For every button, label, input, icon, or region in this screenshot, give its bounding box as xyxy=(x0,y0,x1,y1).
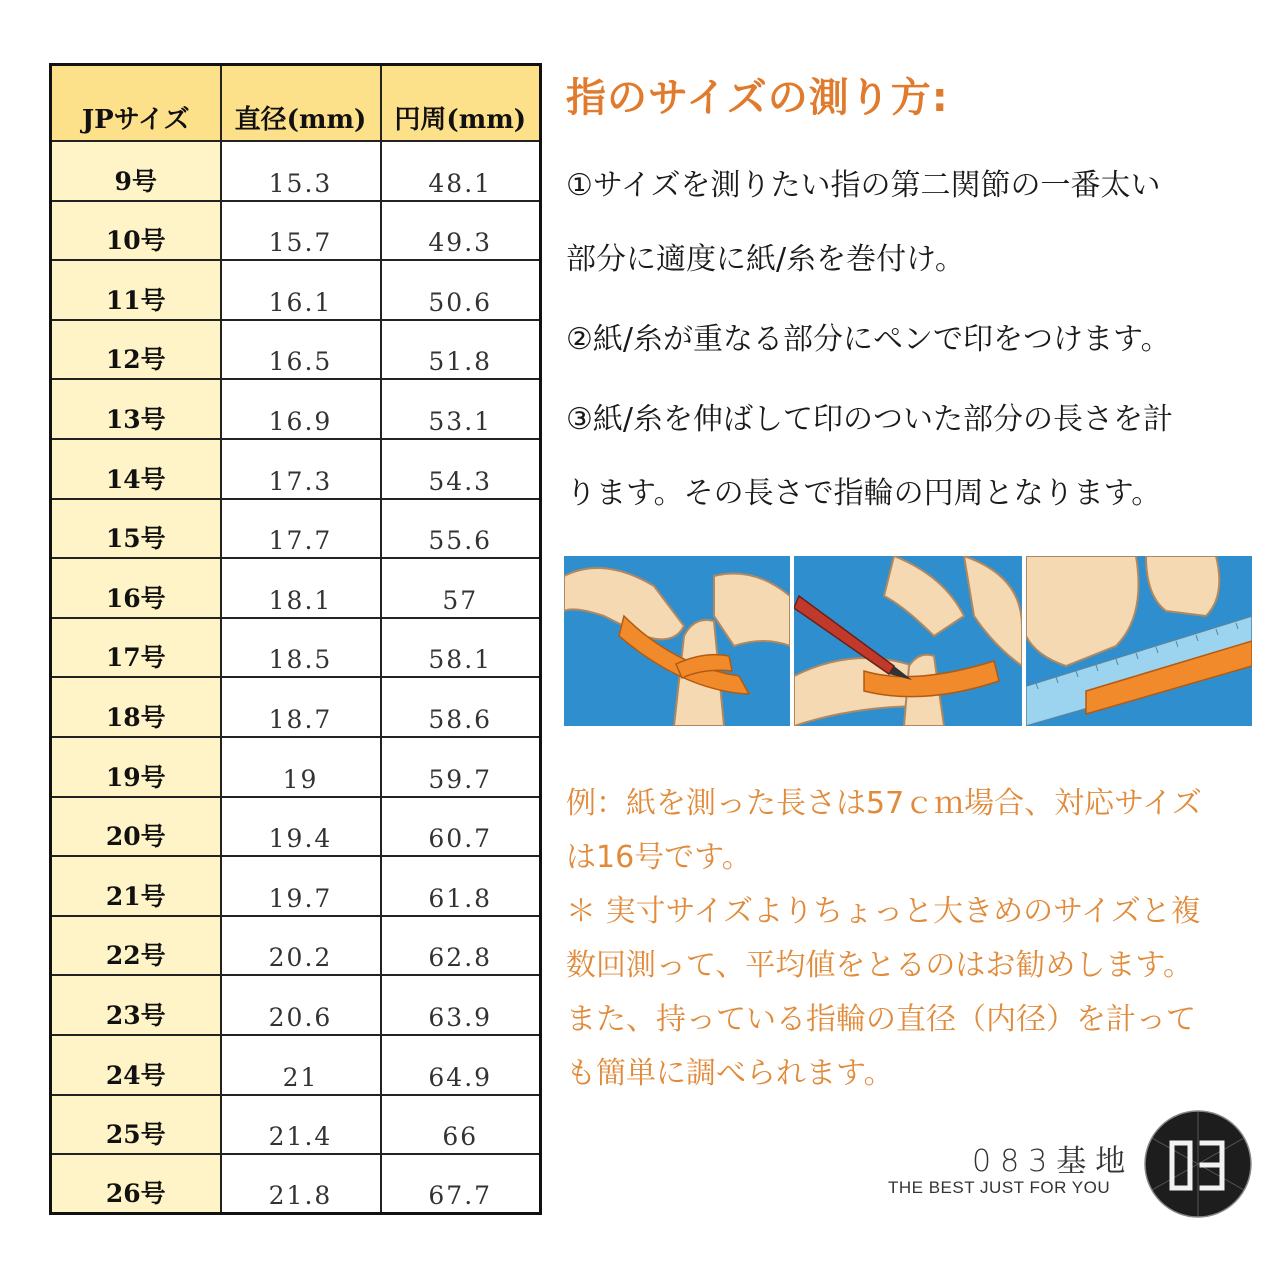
table-row xyxy=(51,499,541,559)
size-cell: 17号 xyxy=(51,618,221,678)
diameter-cell: 18.7 xyxy=(221,677,381,737)
diameter-cell: 15.7 xyxy=(221,201,381,261)
note-line2: 数回測って、平均値をとるのはお勧めします。 xyxy=(566,948,1193,983)
table-header-row xyxy=(51,65,541,142)
circumference-cell: 60.7 xyxy=(381,797,541,857)
circumference-cell: 59.7 xyxy=(381,737,541,797)
step2-text: ②紙/糸が重なる部分にペンで印をつけます。 xyxy=(566,322,1171,357)
table-row xyxy=(51,201,541,261)
table-row xyxy=(51,856,541,916)
ruler-measure-illustration xyxy=(1026,556,1252,726)
circumference-cell: 62.8 xyxy=(381,916,541,976)
circumference-cell: 64.9 xyxy=(381,1035,541,1095)
table-row xyxy=(51,558,541,618)
diameter-cell: 20.2 xyxy=(221,916,381,976)
size-cell: 23号 xyxy=(51,975,221,1035)
diameter-cell: 21.4 xyxy=(221,1095,381,1155)
size-cell: 9号 xyxy=(51,141,221,201)
step3-line1: ③紙/糸を伸ばして印のついた部分の長さを計 xyxy=(566,402,1174,437)
table-row xyxy=(51,379,541,439)
wrap-finger-illustration xyxy=(564,556,790,726)
circumference-cell: 53.1 xyxy=(381,379,541,439)
diameter-cell: 18.1 xyxy=(221,558,381,618)
size-cell: 13号 xyxy=(51,379,221,439)
size-cell: 11号 xyxy=(51,260,221,320)
size-cell: 22号 xyxy=(51,916,221,976)
header-circumference: 円周(mm) xyxy=(381,65,541,142)
note-line3: また、持っている指輪の直径（内径）を計って xyxy=(566,1002,1196,1037)
size-cell: 15号 xyxy=(51,499,221,559)
circumference-cell: 66 xyxy=(381,1095,541,1155)
table-row xyxy=(51,1035,541,1095)
table-row xyxy=(51,677,541,737)
circumference-cell: 50.6 xyxy=(381,260,541,320)
circumference-cell: 61.8 xyxy=(381,856,541,916)
mark-pen-illustration xyxy=(794,556,1022,726)
example-line2: は16号です。 xyxy=(566,840,752,875)
brand-logo-icon xyxy=(1142,1108,1254,1220)
diameter-cell: 19.7 xyxy=(221,856,381,916)
diameter-cell: 21 xyxy=(221,1035,381,1095)
step3-line2: ります。その長さで指輪の円周となります。 xyxy=(566,476,1162,511)
note-line4: も簡単に調べられます。 xyxy=(566,1056,894,1091)
diameter-cell: 19.4 xyxy=(221,797,381,857)
diameter-cell: 19 xyxy=(221,737,381,797)
circumference-cell: 67.7 xyxy=(381,1154,541,1214)
brand-tagline: THE BEST JUST FOR YOU xyxy=(888,1178,1111,1197)
size-cell: 26号 xyxy=(51,1154,221,1214)
circumference-cell: 63.9 xyxy=(381,975,541,1035)
size-cell: 20号 xyxy=(51,797,221,857)
table-row xyxy=(51,439,541,499)
table-row xyxy=(51,797,541,857)
circumference-cell: 49.3 xyxy=(381,201,541,261)
diameter-cell: 16.5 xyxy=(221,320,381,380)
diameter-cell: 15.3 xyxy=(221,141,381,201)
table-row xyxy=(51,141,541,201)
size-cell: 12号 xyxy=(51,320,221,380)
note-line1: ＊ 実寸サイズよりちょっと大きめのサイズと複 xyxy=(566,894,1201,929)
diameter-cell: 16.1 xyxy=(221,260,381,320)
diameter-cell: 18.5 xyxy=(221,618,381,678)
size-cell: 16号 xyxy=(51,558,221,618)
size-cell: 24号 xyxy=(51,1035,221,1095)
circumference-cell: 55.6 xyxy=(381,499,541,559)
diameter-cell: 20.6 xyxy=(221,975,381,1035)
example-line1: 例：紙を測った長さは57ｃｍ場合、対応サイズ xyxy=(566,786,1202,821)
diameter-cell: 17.7 xyxy=(221,499,381,559)
header-diameter: 直径(mm) xyxy=(221,65,381,142)
circumference-cell: 48.1 xyxy=(381,141,541,201)
size-cell: 18号 xyxy=(51,677,221,737)
table-row xyxy=(51,1154,541,1214)
circumference-cell: 58.6 xyxy=(381,677,541,737)
size-cell: 14号 xyxy=(51,439,221,499)
header-jp-size: JPサイズ xyxy=(51,65,221,142)
table-row xyxy=(51,260,541,320)
diameter-cell: 17.3 xyxy=(221,439,381,499)
brand-name: 083基地 xyxy=(972,1144,1135,1179)
circumference-cell: 54.3 xyxy=(381,439,541,499)
circumference-cell: 51.8 xyxy=(381,320,541,380)
table-row xyxy=(51,975,541,1035)
step1-line1: ①サイズを測りたい指の第二関節の一番太い xyxy=(566,168,1161,203)
diameter-cell: 16.9 xyxy=(221,379,381,439)
ring-size-table xyxy=(49,63,542,1215)
diameter-cell: 21.8 xyxy=(221,1154,381,1214)
instructions-title: 指のサイズの測り方: xyxy=(566,75,949,121)
circumference-cell: 58.1 xyxy=(381,618,541,678)
circumference-cell: 57 xyxy=(381,558,541,618)
step1-line2: 部分に適度に紙/糸を巻付け。 xyxy=(566,242,965,277)
table-row xyxy=(51,1095,541,1155)
size-cell: 19号 xyxy=(51,737,221,797)
size-cell: 25号 xyxy=(51,1095,221,1155)
table-row xyxy=(51,916,541,976)
size-cell: 21号 xyxy=(51,856,221,916)
table-row xyxy=(51,618,541,678)
table-body xyxy=(51,141,541,1214)
size-cell: 10号 xyxy=(51,201,221,261)
table-row xyxy=(51,737,541,797)
table-row xyxy=(51,320,541,380)
